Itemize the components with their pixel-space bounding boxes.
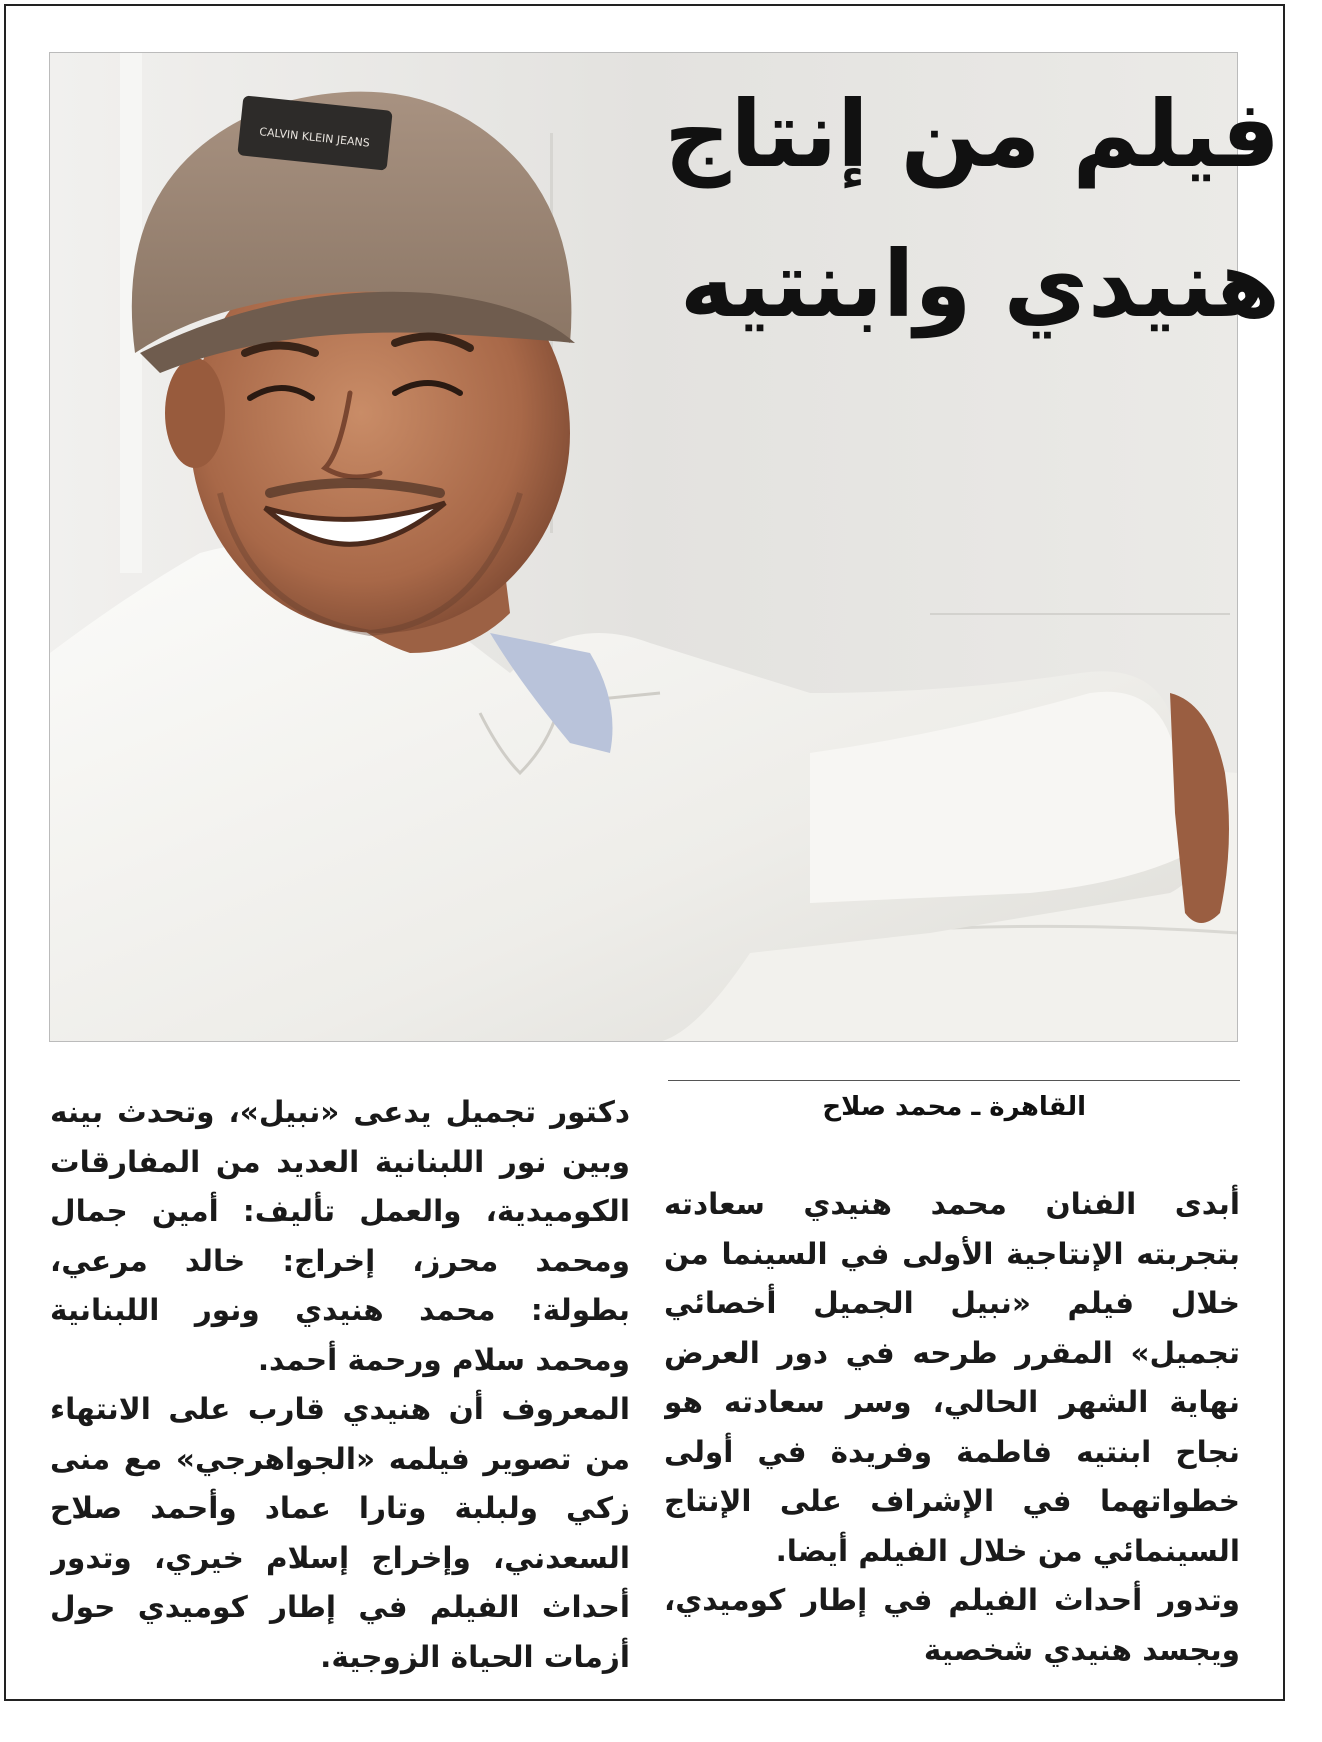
article-paragraph: أبدى الفنان محمد هنيدي سعادته بتجربته الإنتاجية الأولى في السينما من خلال فيلم «نبيل الجميل أخصائي تجميل» المقرر طرحه في دور العرض نهاية الشهر الحالي، وسر سعادته هو نجاح ابنتيه فاطمة وفريدة في أولى خطواتهما في الإشراف على الإنتاج السينمائي من خلال الفيلم أيضا. <box>664 1187 1240 1568</box>
byline-divider <box>668 1080 1240 1081</box>
cap-badge-text: CALVIN KLEIN JEANS <box>258 125 371 150</box>
byline: القاهرة ـ محمد صلاح <box>822 1092 1086 1122</box>
article-paragraph: وتدور أحداث الفيلم في إطار كوميدي، ويجسد هنيدي شخصية <box>664 1583 1240 1667</box>
article-column-right <box>664 1180 1240 1680</box>
article-paragraph: المعروف أن هنيدي قارب على الانتهاء من تصوير فيلمه «الجواهرجي» مع منى زكي ولبلبة وتارا عماد وأحمد صلاح السعدني، وإخراج إسلام خيري، وتدور أحداث الفيلم في إطار كوميدي حول أزمات الحياة الزوجية. <box>50 1392 630 1674</box>
article-column-left <box>50 1088 630 1684</box>
headline: فيلم من إنتاج هنيدي وابنتيه <box>664 81 1280 338</box>
article-paragraph: دكتور تجميل يدعى «نبيل»، وتحدث بينه وبين نور اللبنانية العديد من المفارقات الكوميدية، والعمل تأليف: أمين جمال ومحمد محرز، إخراج: خالد مرعي، بطولة: محمد هنيدي ونور اللبنانية ومحمد سلام ورحمة أحمد. <box>50 1095 630 1377</box>
